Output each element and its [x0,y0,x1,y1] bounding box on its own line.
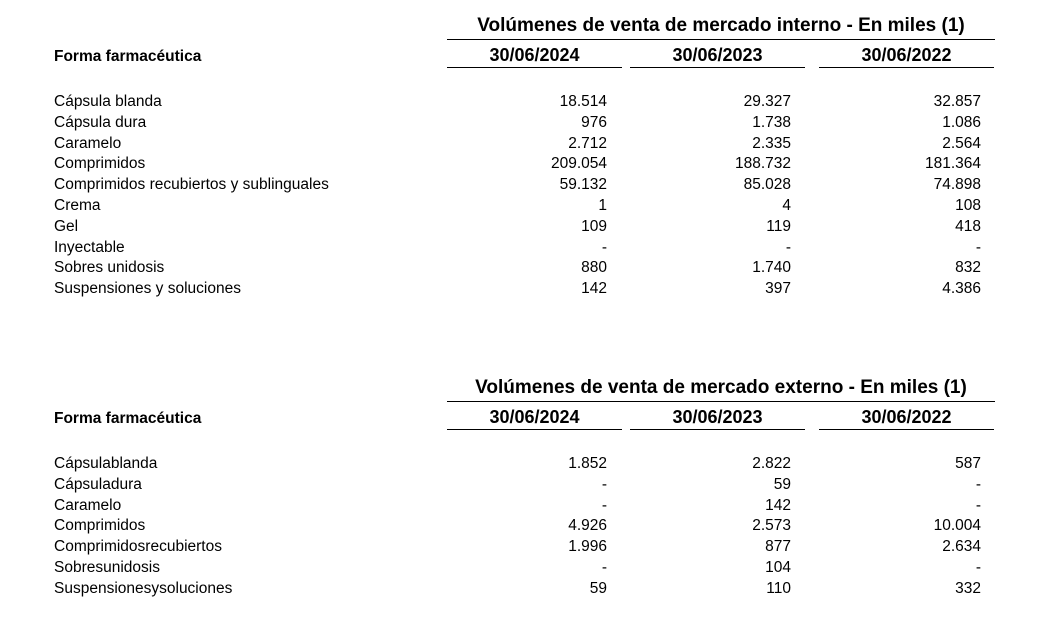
table-row [0,257,1059,278]
table-row [0,195,1059,216]
row-label: Sobres unidosis [54,259,165,277]
internal-table-title: Volúmenes de venta de mercado interno - En miles (1) [447,13,995,40]
table-row [0,153,1059,174]
row-label: Suspensionesysoluciones [54,579,233,597]
row-label: Comprimidos [54,517,146,535]
table-row [0,112,1059,133]
row-label: Cápsula blanda [54,93,162,110]
row-value: 1.086 [942,113,981,131]
row-value: 109 [581,217,607,235]
row-value: 59.132 [559,176,607,194]
row-value: 85.028 [743,176,791,194]
row-value: 59 [589,579,607,597]
row-value: 142 [765,496,791,514]
row-value: 18.514 [559,93,607,110]
row-value: 397 [765,280,791,298]
row-value: 119 [766,217,791,235]
row-value: 209.054 [550,155,607,173]
external-table-title: Volúmenes de venta de mercado externo - En miles (1) [447,375,995,402]
row-value: 587 [955,455,981,472]
row-value: 418 [955,217,981,235]
internal-col-header-2024: 30/06/2024 [447,43,622,68]
row-value: 880 [581,259,607,277]
row-value: 104 [765,559,791,576]
external-col-header-2023: 30/06/2023 [630,405,805,430]
external-col-header-2024: 30/06/2024 [447,405,622,430]
row-value: 110 [766,579,791,597]
row-value: 877 [765,538,791,556]
row-value: 4.386 [942,280,981,298]
internal-col-header-2022: 30/06/2022 [819,43,994,68]
row-value: 1.996 [568,538,607,556]
row-value: 332 [955,579,981,597]
row-label: Cápsuladura [54,475,142,493]
row-label: Comprimidosrecubiertos [54,538,222,556]
table-row [0,91,1059,112]
table-row [0,278,1059,299]
row-value: 1.738 [752,113,791,131]
row-label: Comprimidos [54,155,146,173]
row-value: 181.364 [924,155,981,173]
external-form-header: Forma farmacéutica [54,410,202,427]
row-value: - [975,475,981,493]
row-value: - [601,559,607,576]
row-label: Cápsula dura [54,113,147,131]
table-row [0,216,1059,237]
row-value: 1.740 [752,259,791,277]
row-value: 976 [581,113,607,131]
row-value: 2.712 [568,134,607,152]
table-row [0,515,1059,536]
row-value: - [601,238,607,256]
table-row [0,578,1059,599]
row-label: Caramelo [54,496,122,514]
row-value: - [601,475,607,493]
internal-form-header: Forma farmacéutica [54,48,202,65]
table-row [0,174,1059,195]
row-value: - [975,238,981,256]
row-value: 1 [598,197,607,214]
row-label: Gel [54,217,79,235]
table-row [0,536,1059,557]
table-row [0,133,1059,154]
row-value: 1.852 [568,455,607,472]
row-value: - [975,559,981,576]
row-value: 2.634 [942,538,981,556]
row-label: Caramelo [54,134,122,152]
row-label: Sobresunidosis [54,559,160,576]
external-col-header-2022: 30/06/2022 [819,405,994,430]
row-value: 108 [955,197,981,214]
row-label: Comprimidos recubiertos y sublinguales [54,176,329,194]
table-row [0,557,1059,578]
row-value: 29.327 [743,93,791,110]
row-label: Crema [54,197,101,214]
internal-col-header-2023: 30/06/2023 [630,43,805,68]
row-value: 74.898 [933,176,981,194]
table-row [0,495,1059,516]
row-value: 188.732 [734,155,791,173]
table-row [0,237,1059,258]
row-label: Cápsulablanda [54,455,158,472]
row-label: Inyectable [54,238,125,256]
row-label: Suspensiones y soluciones [54,280,241,298]
row-value: 2.822 [752,455,791,472]
row-value: 2.573 [752,517,791,535]
row-value: 4 [782,197,791,214]
row-value: - [601,496,607,514]
row-value: 32.857 [933,93,981,110]
row-value: - [975,496,981,514]
row-value: 2.564 [942,134,981,152]
row-value: 10.004 [933,517,981,535]
row-value: 59 [773,475,791,493]
row-value: 832 [955,259,981,277]
row-value: 4.926 [568,517,607,535]
table-row [0,474,1059,495]
row-value: 142 [581,280,607,298]
table-row [0,453,1059,474]
row-value: - [785,238,791,256]
row-value: 2.335 [752,134,791,152]
